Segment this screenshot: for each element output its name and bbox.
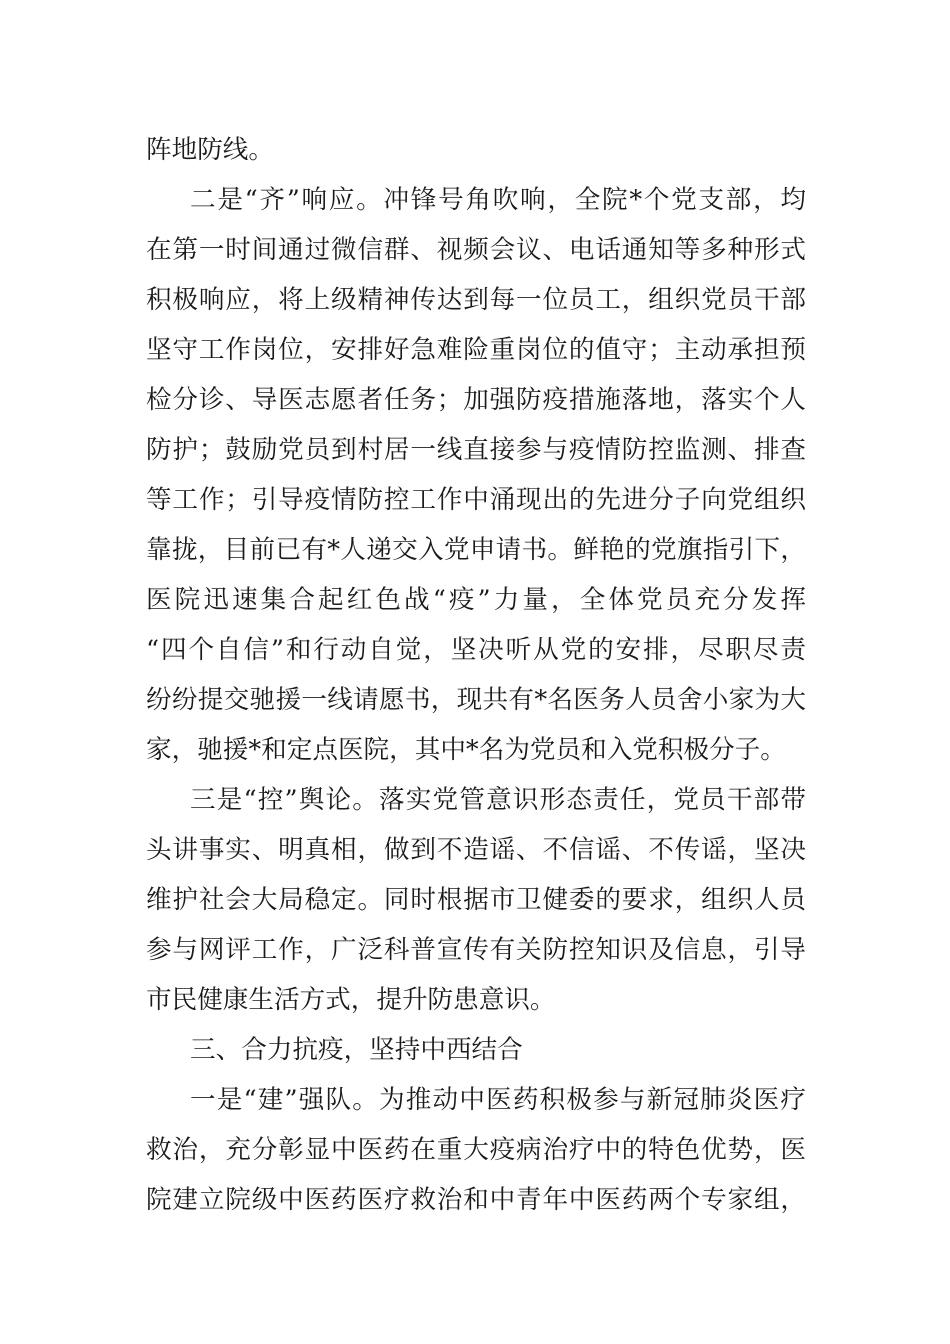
text-line: 等工作；引导疫情防控工作中涌现出的先进分子向党组织 (146, 485, 806, 515)
text-line: 参与网评工作，广泛科普宣传有关防控知识及信息，引导 (146, 935, 806, 965)
text-line: 纷纷提交驰援一线请愿书，现共有*名医务人员舍小家为大 (146, 685, 806, 715)
text-line: 阵地防线。 (146, 135, 274, 165)
text-line: 积极响应，将上级精神传达到每一位员工，组织党员干部 (146, 285, 806, 315)
text-line: 市民健康生活方式，提升防患意识。 (146, 985, 556, 1015)
section-heading: 三、合力抗疫，坚持中西结合 (190, 1035, 523, 1065)
text-line: 防护；鼓励党员到村居一线直接参与疫情防控监测、排查 (146, 435, 806, 465)
text-line: 头讲事实、明真相，做到不造谣、不信谣、不传谣，坚决 (146, 835, 806, 865)
text-line: 检分诊、导医志愿者任务；加强防疫措施落地，落实个人 (146, 385, 806, 415)
paragraph-start-line: 一是“建”强队。为推动中医药积极参与新冠肺炎医疗 (190, 1085, 806, 1115)
text-line: 院建立院级中医药医疗救治和中青年中医药两个专家组， (146, 1185, 806, 1215)
text-line: “四个自信”和行动自觉，坚决听从党的安排，尽职尽责 (146, 635, 806, 665)
paragraph-start-line: 二是“齐”响应。冲锋号角吹响，全院*个党支部，均 (190, 185, 806, 215)
text-line: 医院迅速集合起红色战“疫”力量，全体党员充分发挥 (146, 585, 806, 615)
text-line: 在第一时间通过微信群、视频会议、电话通知等多种形式 (146, 235, 806, 265)
paragraph-start-line: 三是“控”舆论。落实党管意识形态责任，党员干部带 (190, 785, 806, 815)
text-line: 家，驰援*和定点医院，其中*名为党员和入党积极分子。 (146, 735, 786, 765)
text-line: 救治，充分彰显中医药在重大疫病治疗中的特色优势，医 (146, 1135, 806, 1165)
text-line: 维护社会大局稳定。同时根据市卫健委的要求，组织人员 (146, 885, 806, 915)
text-line: 靠拢，目前已有*人递交入党申请书。鲜艳的党旗指引下， (146, 535, 806, 565)
text-line: 坚守工作岗位，安排好急难险重岗位的值守；主动承担预 (146, 335, 806, 365)
